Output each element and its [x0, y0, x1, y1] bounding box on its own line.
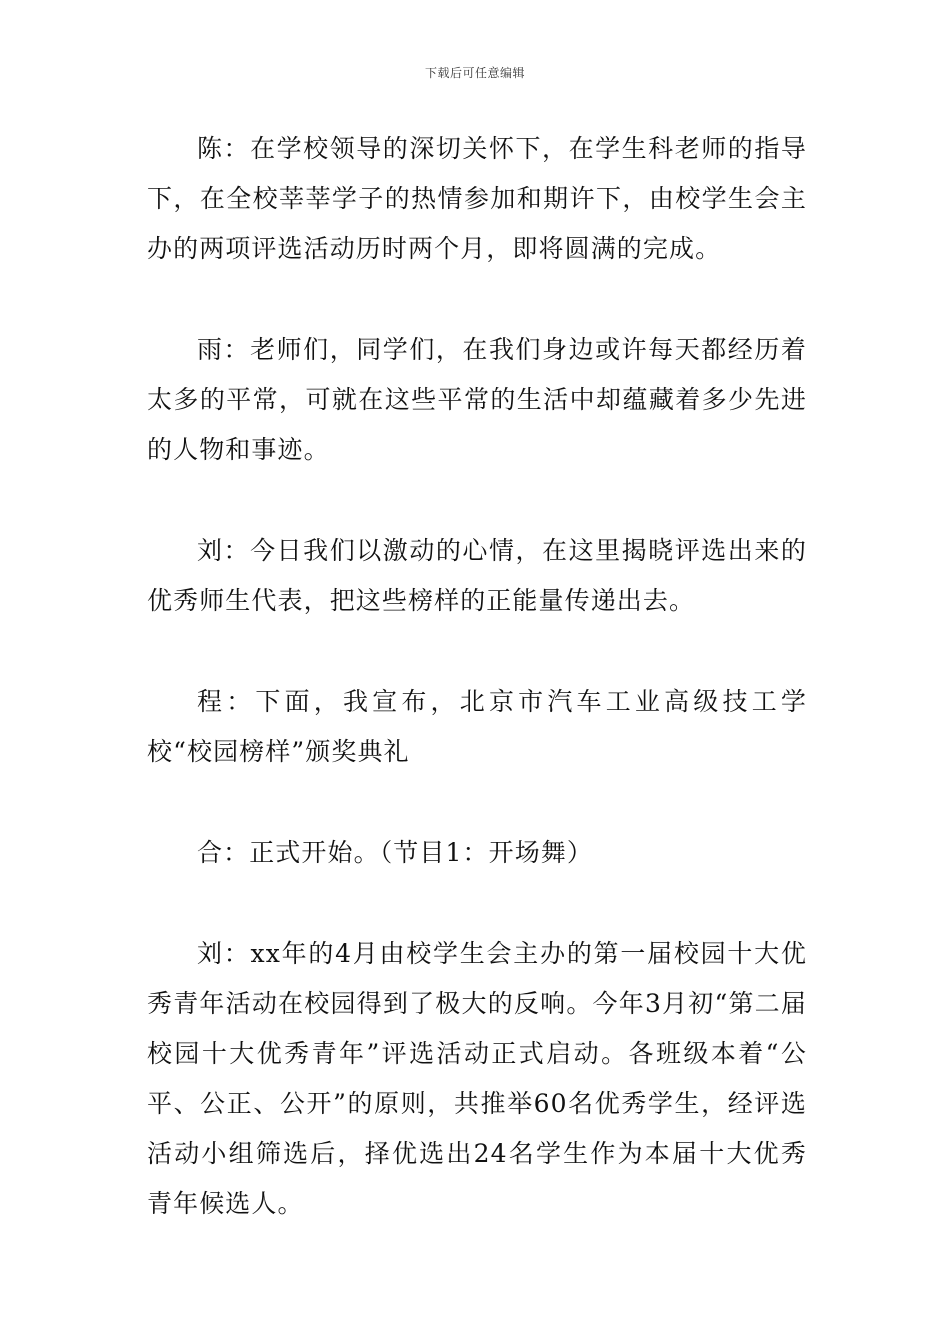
paragraph-yu-remarks: 雨：老师们，同学们，在我们身边或许每天都经历着太多的平常，可就在这些平常的生活中却蕴藏着多少先进的人物和事迹。 [147, 335, 807, 464]
page-header: 下载后可任意编辑 [424, 66, 525, 80]
paragraph-liu-remarks: 刘：今日我们以激动的心情，在这里揭晓评选出来的优秀师生代表，把这些榜样的正能量传递出去。 [147, 536, 807, 615]
document-body [147, 124, 807, 1280]
paragraph-cheng-announcement: 程：下面，我宣布，北京市汽车工业高级技工学校“校园榜样”颁奖典礼 [147, 687, 807, 766]
paragraph-liu-background: 刘：xx年的4月由校学生会主办的第一届校园十大优秀青年活动在校园得到了极大的反响。今年3月初“第二届校园十大优秀青年”评选活动正式启动。各班级本着“公平、公正、公开”的原则，共推举60名优秀学生，经评选活动小组筛选后，择优选出24名学生作为本届十大优秀青年候选人。 [147, 939, 807, 1218]
paragraph-all-start: 合：正式开始。（节目1：开场舞） [197, 838, 594, 867]
paragraph-chen-opening: 陈：在学校领导的深切关怀下，在学生科老师的指导下，在全校莘莘学子的热情参加和期许下，由校学生会主办的两项评选活动历时两个月，即将圆满的完成。 [147, 134, 807, 263]
